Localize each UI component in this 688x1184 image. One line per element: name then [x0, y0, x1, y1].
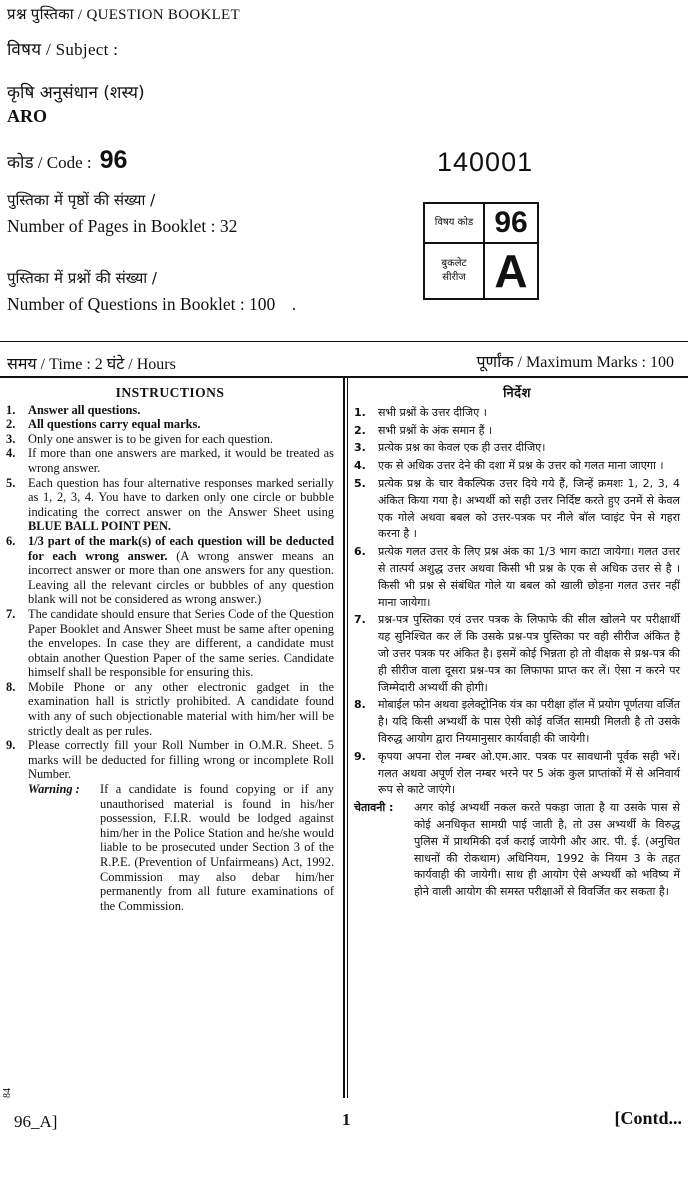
instructions-english [6, 386, 334, 913]
time-text: समय / Time : 2 घंटे / Hours [7, 356, 176, 373]
instruction-item: 4. If more than one answers are marked, it would be treated as wrong answer. [6, 446, 334, 475]
instruction-item: 6. 1/3 part of the mark(s) of each question will be deducted for each wrong answer. (A wrong answer means an incorrect answer or more than one answers for any question. Leaving all the relevant circles or bubbles of any question blank will not be considered as wrong answer.) [6, 533, 335, 607]
instructions-hindi-title: निर्देश [503, 386, 531, 401]
warning-hindi-label: चेतावनी : [354, 801, 394, 815]
max-marks-text: पूर्णांक / Maximum Marks : 100 [476, 354, 674, 371]
code-series-box [423, 202, 539, 300]
series-label-line-1: बुकलेट [441, 258, 467, 269]
subject-code-value: 96 [484, 203, 538, 243]
hindi-instruction-item: 5. प्रत्येक प्रश्न के चार वैकल्पिक उत्तर दिये गये हैं, जिन्हें क्रमशः 1, 2, 3, 4 अंकित किया गया है। अभ्यर्थी को सही उत्तर निर्दिष्ट करते हुए उनमें से केवल एक गोले अथवा बबल को उत्तर-पत्रक पर नीले बॉल प्वाइंट पेन से गहरा करना है । [354, 476, 680, 541]
subject-label: विषय / Subject : [7, 40, 119, 59]
questions-english [7, 294, 296, 315]
instructions-hindi-list [354, 405, 680, 799]
subject-code-label: विषय कोड [424, 203, 484, 243]
side-mark: 84 [2, 1088, 13, 1098]
subject-hindi: कृषि अनुसंधान (शस्य) [7, 83, 145, 103]
column-divider-1 [343, 378, 345, 1098]
warning-hindi-text: अगर कोई अभ्यर्थी नकल करते पकड़ा जाता है या उसके पास से कोई अनधिकृत सामग्री पाई जाती है, तो उस अभ्यर्थी के विरुद्ध पुलिस में प्राथमिकी दर्ज कराई जायेगी और आर. पी. ई. (अनुचित साधनों की रोकथाम) अधिनियम, 1992 के नियम 3 के तहत कार्यवाही की जायेगी। साथ ही आयोग ऐसे अभ्यर्थी को भविष्य में होने वाली आयोग की समस्त परीक्षाओं से विवर्जित कर सकता है। [414, 801, 680, 899]
hindi-instruction-item: 4. एक से अधिक उत्तर देने की दशा में प्रश्न के उत्तर को गलत माना जाएगा । [354, 459, 664, 473]
hindi-instruction-item: 6. प्रत्येक गलत उत्तर के लिए प्रश्न अंक का 1/3 भाग काटा जायेगा। गलत उत्तर से तात्पर्य अशुद्ध उत्तर अथवा किसी भी प्रश्न के एक से अधिक उत्तर से है । किसी भी प्रश्न से संबंधित गोले या बबल को खाली छोड़ना गलत उत्तर नहीं माना जायेगा। [354, 545, 680, 609]
warning-label: Warning : [28, 782, 80, 797]
questions-hindi: पुस्तिका में प्रश्नों की संख्या / [7, 269, 157, 287]
top-divider [0, 341, 688, 342]
contd-label: [Contd... [614, 1108, 682, 1128]
code-value: 96 [99, 146, 128, 174]
instructions-hindi [354, 386, 680, 901]
pages-hindi: पुस्तिका में पृष्ठों की संख्या / [7, 191, 156, 209]
warning-english [6, 782, 334, 913]
code-label: कोड / Code : [7, 153, 92, 172]
booklet-title: प्रश्न पुस्तिका / QUESTION BOOKLET [7, 7, 240, 23]
page-number: 1 [342, 1110, 351, 1129]
hindi-instruction-item: 2. सभी प्रश्नों के अंक समान हैं । [354, 423, 493, 437]
instruction-item: 9. Please correctly fill your Roll Number in O.M.R. Sheet. 5 marks will be deducted for filling wrong or incomplete Roll Number. [6, 738, 334, 782]
booklet-number: 140001 [437, 147, 534, 177]
warning-text: If a candidate is found copying or if any unauthorised material is found in his/her possession, F.I.R. would be lodged against him/her in the Police Station and he/she would liable to be prosecuted under Section 3 of the R.P.E. (Prevention of Unfairmeans) Act, 1992. Commission may also debar him/her permanently from all future examinations of the Commission. [100, 782, 334, 913]
questions-mark: . [291, 294, 297, 314]
hindi-instruction-item: 3. प्रत्येक प्रश्न का केवल एक ही उत्तर दीजिए। [354, 441, 546, 455]
series-label-line-2: सीरीज [442, 272, 466, 283]
series-value: A [484, 243, 538, 299]
instruction-item: 1. Answer all questions. [6, 402, 141, 417]
code-row [7, 146, 127, 175]
footer-code-series: 96_A] [14, 1112, 58, 1131]
instruction-item: 3. Only one answer is to be given for each question. [6, 431, 273, 446]
instructions-title: INSTRUCTIONS [115, 385, 225, 400]
instruction-item: 7. The candidate should ensure that Series Code of the Question Paper Booklet and Answer Sheet must be same after opening the envelopes. In case they are different, a candidate must obtain another Question Paper of the same series. Candidate himself shall be responsible for ensuring this. [6, 606, 334, 680]
pages-english: Number of Pages in Booklet : 32 [7, 216, 238, 236]
instruction-item: 2. All questions carry equal marks. [6, 417, 201, 432]
instructions-list [6, 403, 334, 782]
instruction-item: 8. Mobile Phone or any other electronic gadget in the examination hall is strictly prohibited. A candidate found with any of such objectionable material with him/her will be strictly dealt as per rules. [6, 679, 334, 738]
warning-hindi [354, 800, 680, 901]
instruction-item: 5. Each question has four alternative responses marked serially as 1, 2, 3, 4. You have to darken only one circle or bubble indicating the correct answer on the Answer Sheet using BLUE BALL POINT PEN. [6, 475, 334, 534]
hindi-instruction-item: 1. सभी प्रश्नों के उत्तर दीजिए । [354, 405, 487, 419]
hindi-instruction-item: 8. मोबाईल फोन अथवा इलेक्ट्रोनिक यंत्र का परीक्षा हॉल में प्रयोग पूर्णतया वर्जित है। यदि किसी अभ्यर्थी के पास ऐसी कोई वर्जित सामग्री मिलती है तो उसके विरुद्ध आयोग द्वारा नियमानुसार कार्यवाही की जायेगी। [354, 698, 680, 745]
questions-english-text: Number of Questions in Booklet : 100 [7, 294, 276, 314]
subject-english: ARO [7, 106, 47, 126]
column-divider-2 [347, 378, 348, 1098]
hindi-instruction-item: 9. कृपया अपना रोल नम्बर ओ.एम.आर. पत्रक पर सावधानी पूर्वक सही भरें। गलत अथवा अपूर्ण रोल नम्बर भरने पर 5 अंक कुल प्राप्तांकों में से अनिवार्य रूप से काटे जाएंगे। [354, 749, 680, 797]
hindi-instruction-item: 7. प्रश्न-पत्र पुस्तिका एवं उत्तर पत्रक के लिफाफे की सील खोलने पर परीक्षार्थी यह सुनिश्चित कर लें कि उसके प्रश्न-पत्र पुस्तिका पर वही सीरीज अंकित है जो उत्तर पत्रक पर अंकित है। इसमें कोई भिन्नता हो तो वीक्षक से प्रश्न-पत्र की ही सीरीज वाला दूसरा प्रश्न-पत्र का लिफाफा प्राप्त कर लें। ऐसा न करने पर जिम्मेदारी अभ्यर्थी की होगी। [354, 613, 680, 694]
series-label [424, 243, 484, 299]
